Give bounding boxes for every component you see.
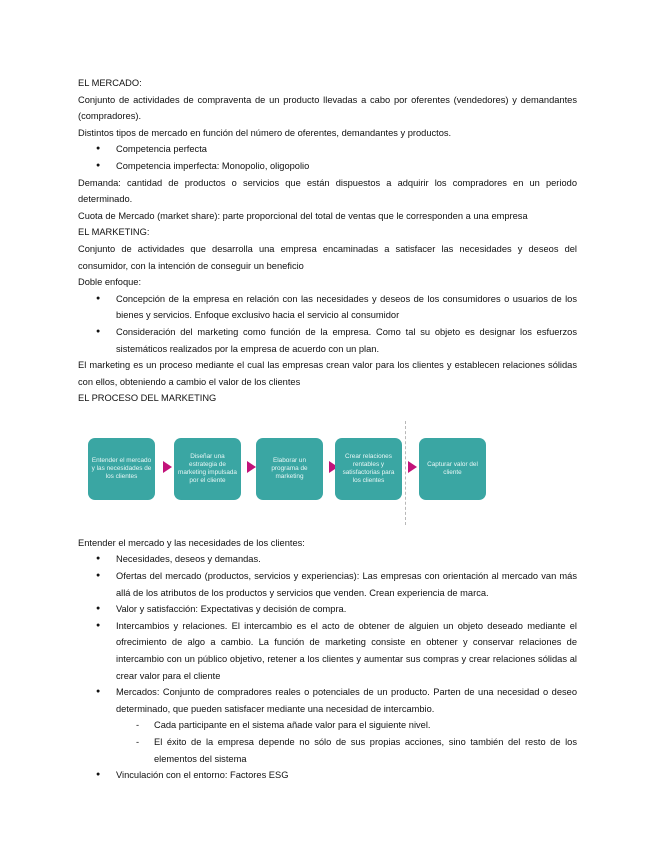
process-step-box: Capturar valor del cliente xyxy=(419,438,486,500)
arrow-right-icon xyxy=(163,461,172,473)
paragraph-demanda: Demanda: cantidad de productos o servicios que están dispuestos a adquirir los compradores en un periodo determinado. xyxy=(78,177,577,205)
list-item: ● Valor y satisfacción: Expectativas y decisión de compra. xyxy=(78,601,577,618)
list-item xyxy=(78,684,577,767)
heading-mercado: EL MERCADO: xyxy=(78,78,142,88)
list-entender xyxy=(78,551,577,783)
paragraph-mercado-def: Conjunto de actividades de compraventa de un producto llevadas a cabo por oferentes (vendedores) y demandantes (compradores). xyxy=(78,94,577,122)
paragraph-doble-enfoque: Doble enfoque: xyxy=(78,277,142,288)
heading-proceso: EL PROCESO DEL MARKETING xyxy=(78,393,217,404)
list-item: ● Ofertas del mercado (productos, servicios y experiencias): Las empresas con orientación al mercado van más allá de los atributos de los productos y servicios que venden. Crean experiencia de marca. xyxy=(78,568,577,601)
list-item: ● Intercambios y relaciones. El intercambio es el acto de obtener de alguien un objeto deseado mediante el ofrecimiento de algo a cambio. La función de marketing consiste en obtener y conservar relaciones de intercambio con un público objetivo, retener a los clientes y aumentar sus compras y crear relaciones sólidas al crear valor para el cliente xyxy=(78,618,577,684)
marketing-process-diagram xyxy=(78,413,577,531)
process-step-box: Elaborar un programa de marketing xyxy=(256,438,323,500)
list-item: ● Concepción de la empresa en relación con las necesidades y deseos de los consumidores o usuarios de los bienes y servicios. Enfoque exclusivo hacia el servicio al consumidor xyxy=(78,291,577,324)
process-step-box: Entender el mercado y las necesidades de los clientes xyxy=(88,438,155,500)
dashed-divider xyxy=(405,421,406,525)
sublist-item: - Cada participante en el sistema añade valor para el siguiente nivel. xyxy=(78,717,577,734)
list-item: ● Competencia perfecta xyxy=(78,141,577,158)
document-body xyxy=(78,75,577,784)
sublist-mercados xyxy=(78,717,577,767)
list-item: ● Vinculación con el entorno: Factores ESG xyxy=(78,767,577,784)
list-enfoque xyxy=(78,291,577,357)
list-tipos xyxy=(78,141,577,174)
arrow-right-icon xyxy=(408,461,417,473)
heading-marketing: EL MARKETING: xyxy=(78,227,150,238)
paragraph-entender-intro: Entender el mercado y las necesidades de los clientes: xyxy=(78,537,305,548)
process-step-box: Diseñar una estrategia de marketing impulsada por el cliente xyxy=(174,438,241,500)
paragraph-cuota: Cuota de Mercado (market share): parte proporcional del total de ventas que le corresponden a una empresa xyxy=(78,210,528,221)
paragraph-marketing-def: Conjunto de actividades que desarrolla una empresa encaminadas a satisfacer las necesidades y deseos del consumidor, con la intención de conseguir un beneficio xyxy=(78,243,577,271)
list-item: ● Competencia imperfecta: Monopolio, oligopolio xyxy=(78,158,577,175)
paragraph-tipos: Distintos tipos de mercado en función del número de oferentes, demandantes y productos. xyxy=(78,127,452,138)
paragraph-proceso-def: El marketing es un proceso mediante el cual las empresas crean valor para los clientes y establecen relaciones sólidas con ellos, obteniendo a cambio el valor de los clientes xyxy=(78,360,577,387)
process-step-box: Crear relaciones rentables y satisfactorias para los clientes xyxy=(335,438,402,500)
arrow-right-icon xyxy=(247,461,256,473)
list-item: ● Consideración del marketing como función de la empresa. Como tal su objeto es designar los esfuerzos sistemáticos realizados por la empresa de acuerdo con un plan. xyxy=(78,324,577,357)
list-item-text: Mercados: Conjunto de compradores reales o potenciales de un producto. Parten de una necesidad o deseo determinado, que pueden satisfacer mediante una necesidad de intercambio. xyxy=(116,687,577,714)
list-item: ● Necesidades, deseos y demandas. xyxy=(78,551,577,568)
sublist-item: - El éxito de la empresa depende no sólo de sus propias acciones, sino también del resto de los elementos del sistema xyxy=(78,734,577,767)
